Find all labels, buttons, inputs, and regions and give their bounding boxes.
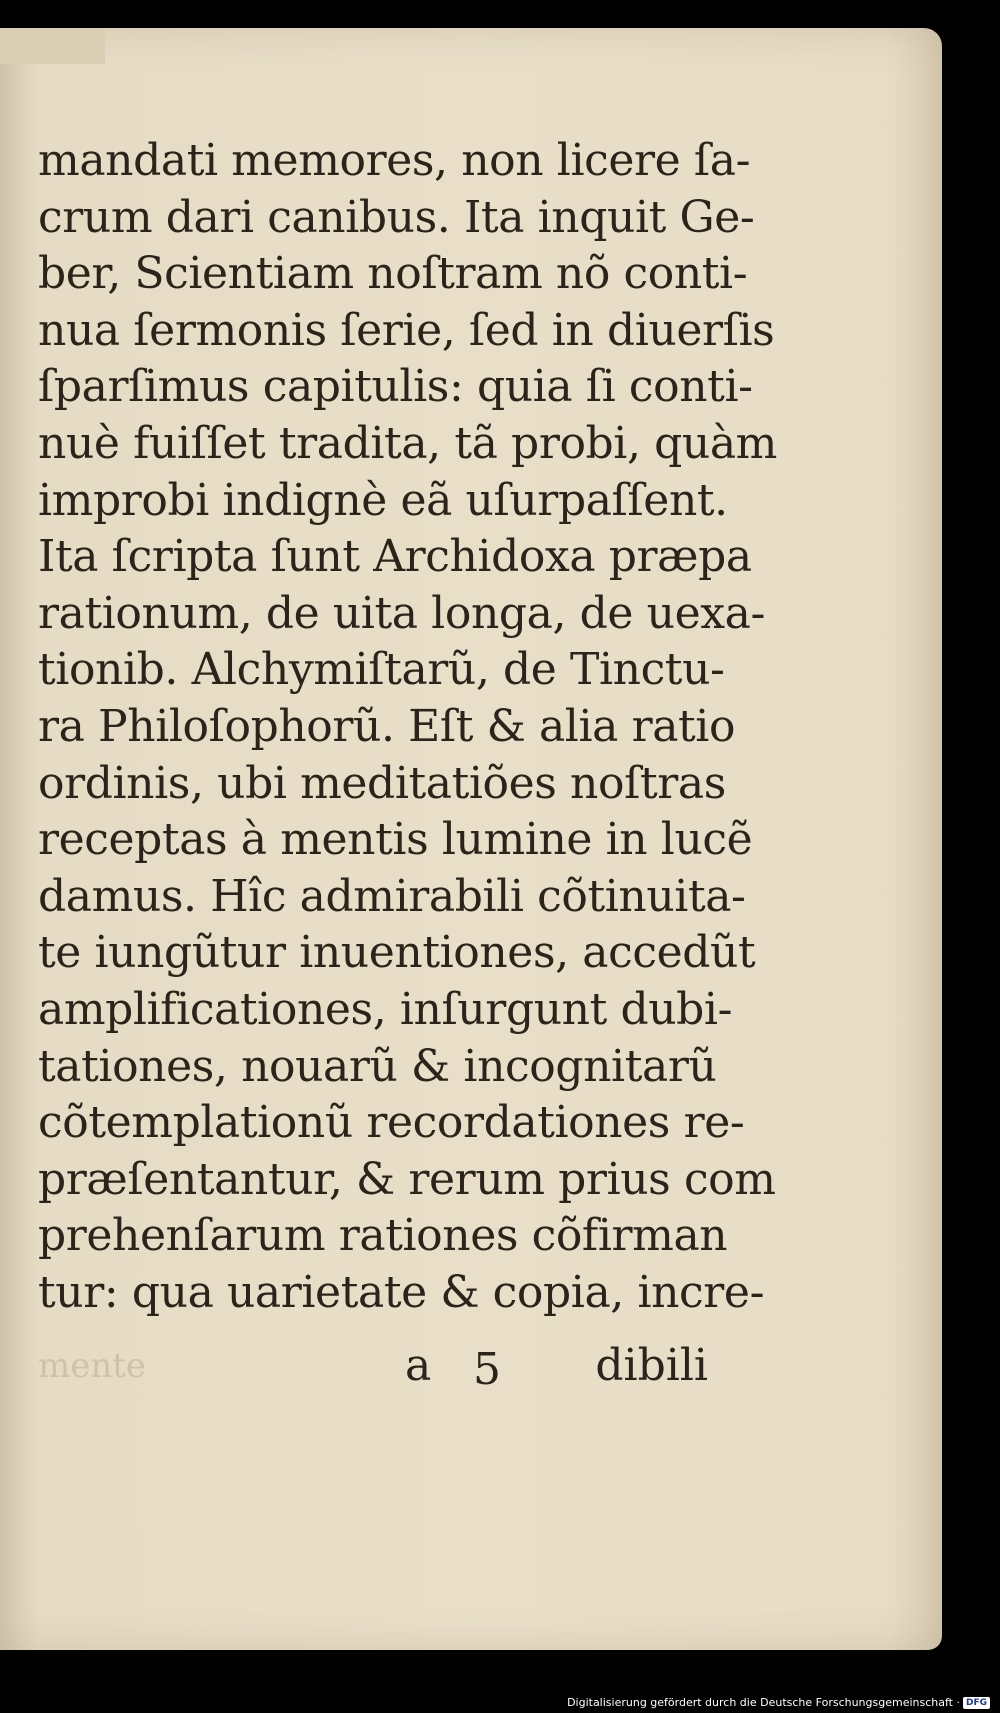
- text-line: Ita ſcripta ſunt Archidoxa præpa: [38, 531, 752, 583]
- text-line: nua ſermonis ſerie, ſed in diuerſis: [38, 304, 775, 356]
- text-line: te iungũtur inuentiones, accedũt: [38, 927, 756, 979]
- book-page: [0, 28, 942, 1650]
- text-line: præſentantur, & rerum prius com: [38, 1153, 776, 1205]
- digitization-credit: [567, 1696, 990, 1709]
- text-line: crum dari canibus. Ita inquit Ge-: [38, 191, 755, 243]
- text-line: receptas à mentis lumine in lucẽ: [38, 814, 753, 866]
- page-number: 5: [473, 1344, 501, 1395]
- text-block: [38, 133, 778, 1321]
- page-footer-line: [38, 1338, 708, 1394]
- text-line: prehenſarum rationes cõfirman: [38, 1210, 728, 1262]
- text-line: ſparſimus capitulis: quia ſi conti-: [38, 361, 753, 413]
- catchword: dibili: [595, 1340, 708, 1391]
- text-line: ra Philoſophorũ. Eſt & alia ratio: [38, 700, 736, 752]
- credit-text: Digitalisierung gefördert durch die Deutsche Forschungsgemeinschaft ·: [567, 1696, 960, 1709]
- text-line: ordinis, ubi meditatiões noſtras: [38, 757, 726, 809]
- dfg-logo: DFG: [963, 1697, 990, 1709]
- text-line: ber, Scientiam noſtram nõ conti-: [38, 248, 748, 300]
- text-line: cõtemplationũ recordationes re-: [38, 1097, 745, 1149]
- text-line: tionib. Alchymiſtarũ, de Tinctu-: [38, 644, 725, 696]
- text-line: mandati memores, non licere ſa-: [38, 135, 751, 186]
- text-line: damus. Hîc admirabili cõtinuita-: [38, 870, 746, 922]
- text-line: amplificationes, inſurgunt dubi-: [38, 983, 733, 1035]
- text-line: tationes, nouarũ & incognitarũ: [38, 1040, 717, 1092]
- text-line: tur: qua uarietate & copia, incre-: [38, 1266, 765, 1318]
- signature-mark: a: [405, 1340, 432, 1391]
- page-corner-tab: [0, 28, 105, 64]
- text-line: rationum, de uita longa, de uexa-: [38, 587, 765, 639]
- bleed-through-text: mente: [38, 1346, 147, 1386]
- text-line: nuè fuiſſet tradita, tã probi, quàm: [38, 417, 778, 469]
- text-line: improbi indignè eã uſurpaſſent.: [38, 474, 728, 526]
